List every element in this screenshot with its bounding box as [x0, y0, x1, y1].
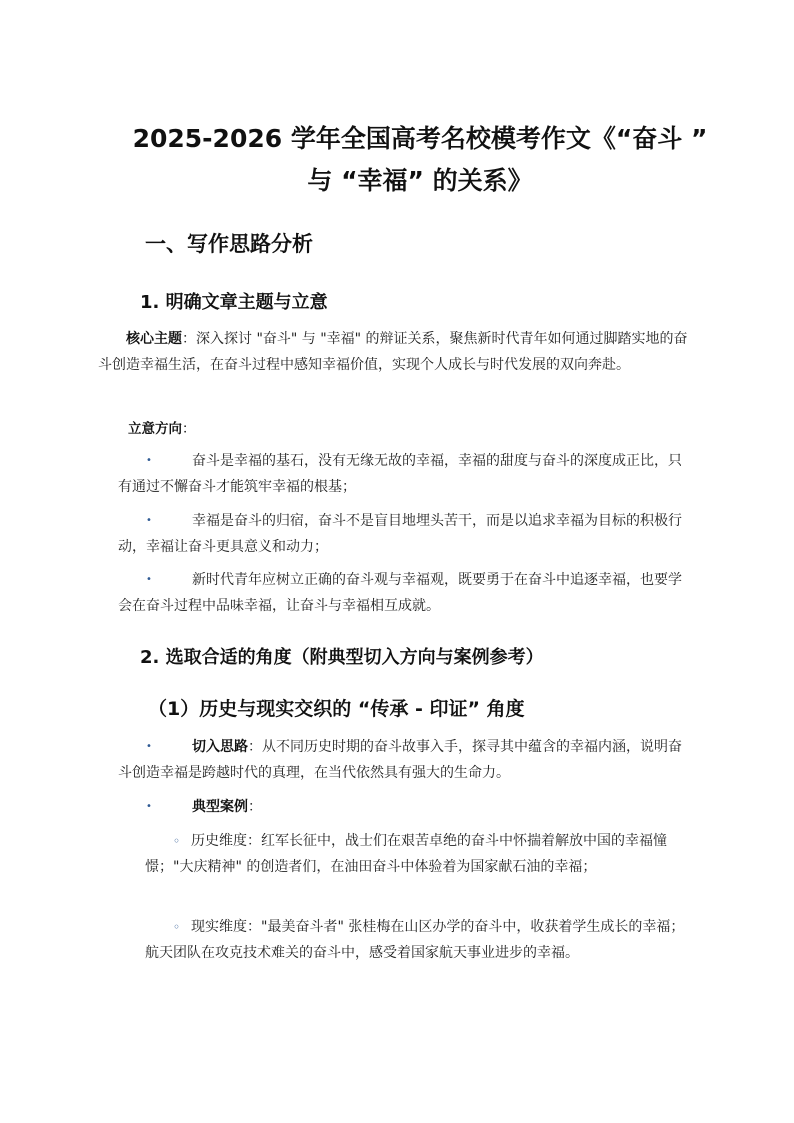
direction-label: 立意方向	[128, 421, 182, 437]
circle-bullet-icon: ◦	[173, 920, 181, 934]
subsection-heading-angle: 2. 选取合适的角度（附典型切入方向与案例参考）	[140, 647, 544, 668]
list-item-text: 现实维度："最美奋斗者" 张桂梅在山区办学的奋斗中，收获着学生成长的幸福；航天团队在攻克技术难关的奋斗中，感受着国家航天事业进步的幸福。	[145, 919, 685, 961]
direction-colon: ：	[182, 421, 196, 437]
core-theme-paragraph	[98, 326, 692, 378]
section-heading-writing-analysis: 一、写作思路分析	[145, 232, 313, 256]
list-item	[118, 794, 692, 820]
core-theme-label: 核心主题	[126, 331, 182, 347]
list-item	[118, 734, 692, 786]
bullet-icon: •	[146, 574, 152, 585]
idea-label: 切入思路	[192, 739, 248, 755]
list-item	[145, 828, 692, 880]
subsection-heading-theme: 1. 明确文章主题与立意	[140, 292, 328, 313]
angle-heading-history-reality: （1）历史与现实交织的 “传承 - 印证” 角度	[148, 698, 525, 720]
bullet-icon: •	[146, 515, 152, 526]
list-item-text: 历史维度：红军长征中，战士们在艰苦卓绝的奋斗中怀揣着解放中国的幸福憧憬；"大庆精神" 的创造者们，在油田奋斗中体验着为国家献石油的幸福；	[145, 833, 667, 875]
direction-label-line	[128, 417, 196, 437]
list-item	[118, 567, 692, 619]
list-item	[145, 914, 692, 966]
document-title: 2025-2026 学年全国高考名校模考作文《“奋斗 ” 与 “幸福” 的关系》	[132, 124, 708, 195]
core-theme-text: ：深入探讨 "奋斗" 与 "幸福" 的辩证关系，聚焦新时代青年如何通过脚踏实地的奋斗创造幸福生活，在奋斗过程中感知幸福价值，实现个人成长与时代发展的双向奔赴。	[98, 331, 688, 373]
list-item-text: 新时代青年应树立正确的奋斗观与幸福观，既要勇于在奋斗中追逐幸福，也要学会在奋斗过程中品味幸福，让奋斗与幸福相互成就。	[118, 572, 682, 614]
bullet-icon: •	[146, 801, 152, 812]
bullet-icon: •	[146, 455, 152, 466]
list-item-text: 奋斗是幸福的基石，没有无缘无故的幸福，幸福的甜度与奋斗的深度成正比，只有通过不懈奋斗才能筑牢幸福的根基；	[118, 453, 682, 495]
case-label: 典型案例	[192, 799, 248, 815]
bullet-icon: •	[146, 741, 152, 752]
case-colon: ：	[248, 799, 262, 815]
list-item	[118, 448, 692, 500]
circle-bullet-icon: ◦	[173, 834, 181, 848]
list-item-text: 幸福是奋斗的归宿，奋斗不是盲目地埋头苦干，而是以追求幸福为目标的积极行动，幸福让奋斗更具意义和动力；	[118, 513, 682, 555]
idea-text: ：从不同历史时期的奋斗故事入手，探寻其中蕴含的幸福内涵，说明奋斗创造幸福是跨越时代的真理，在当代依然具有强大的生命力。	[118, 739, 682, 781]
list-item	[118, 508, 692, 560]
